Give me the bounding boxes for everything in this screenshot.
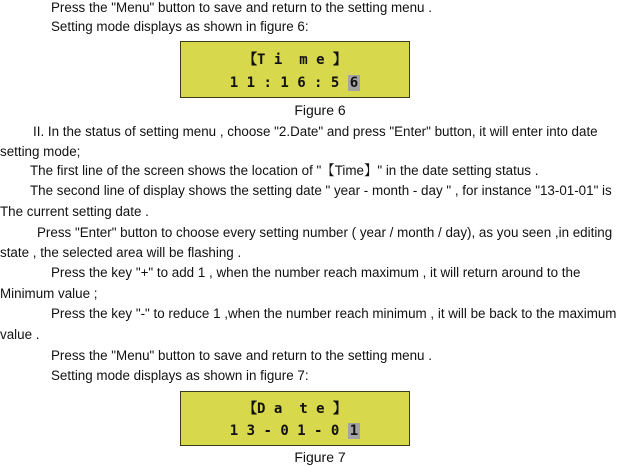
text-line-second-line: The second line of display shows the setting date " year - month - day " , for instance "13-01-01" is: [30, 183, 612, 198]
lcd-line-date: [181, 423, 409, 439]
text-line-date-step: II. In the status of setting menu , choose "2.Date" and press "Enter" button, it will enter into date: [33, 124, 598, 139]
lcd-cursor-digit: 6: [349, 75, 359, 91]
text-line-menu-save-2: Press the "Menu" button to save and return to the setting menu .: [51, 348, 432, 363]
text-line-setting-mode: setting mode;: [0, 144, 81, 159]
lcd-display-figure6: [180, 41, 410, 98]
lcd-line-time: [181, 75, 409, 91]
text-line-first-line: The first line of the screen shows the location of "【Time】" in the date setting status .: [30, 163, 539, 178]
text-line-minimum: Minimum value ;: [0, 286, 98, 301]
lcd-display-figure7: [180, 391, 410, 446]
lcd-time-digits: 1 1 : 1 6 : 5: [229, 75, 348, 91]
figure6-caption: Figure 6: [294, 102, 346, 118]
text-line-current-date: The current setting date .: [0, 204, 149, 219]
lcd-line-title: 【D a t e 】: [243, 401, 347, 417]
text-line-minus-key: Press the key "-" to reduce 1 ,when the number reach minimum , it will be back to the maximum: [51, 306, 617, 321]
text-line-plus-key: Press the key "+" to add 1 , when the number reach maximum , it will return around to the: [51, 265, 581, 280]
lcd-line-title: 【T i m e 】: [243, 52, 347, 68]
text-line-enter-button: Press "Enter" button to choose every setting number ( year / month / day), as you seen ,in editing: [37, 225, 613, 240]
text-line-figure6-intro: Setting mode displays as shown in figure 6:: [51, 19, 309, 34]
lcd-date-digits: 1 3 - 0 1 - 0: [229, 423, 348, 439]
text-line-menu-save: Press the "Menu" button to save and return to the setting menu .: [51, 0, 432, 15]
text-line-value: value .: [0, 327, 40, 342]
text-line-figure7-intro: Setting mode displays as shown in figure 7:: [51, 368, 309, 383]
text-line-flashing: state , the selected area will be flashing .: [0, 245, 242, 260]
lcd-cursor-digit: 1: [349, 423, 359, 439]
figure7-caption: Figure 7: [294, 449, 346, 465]
